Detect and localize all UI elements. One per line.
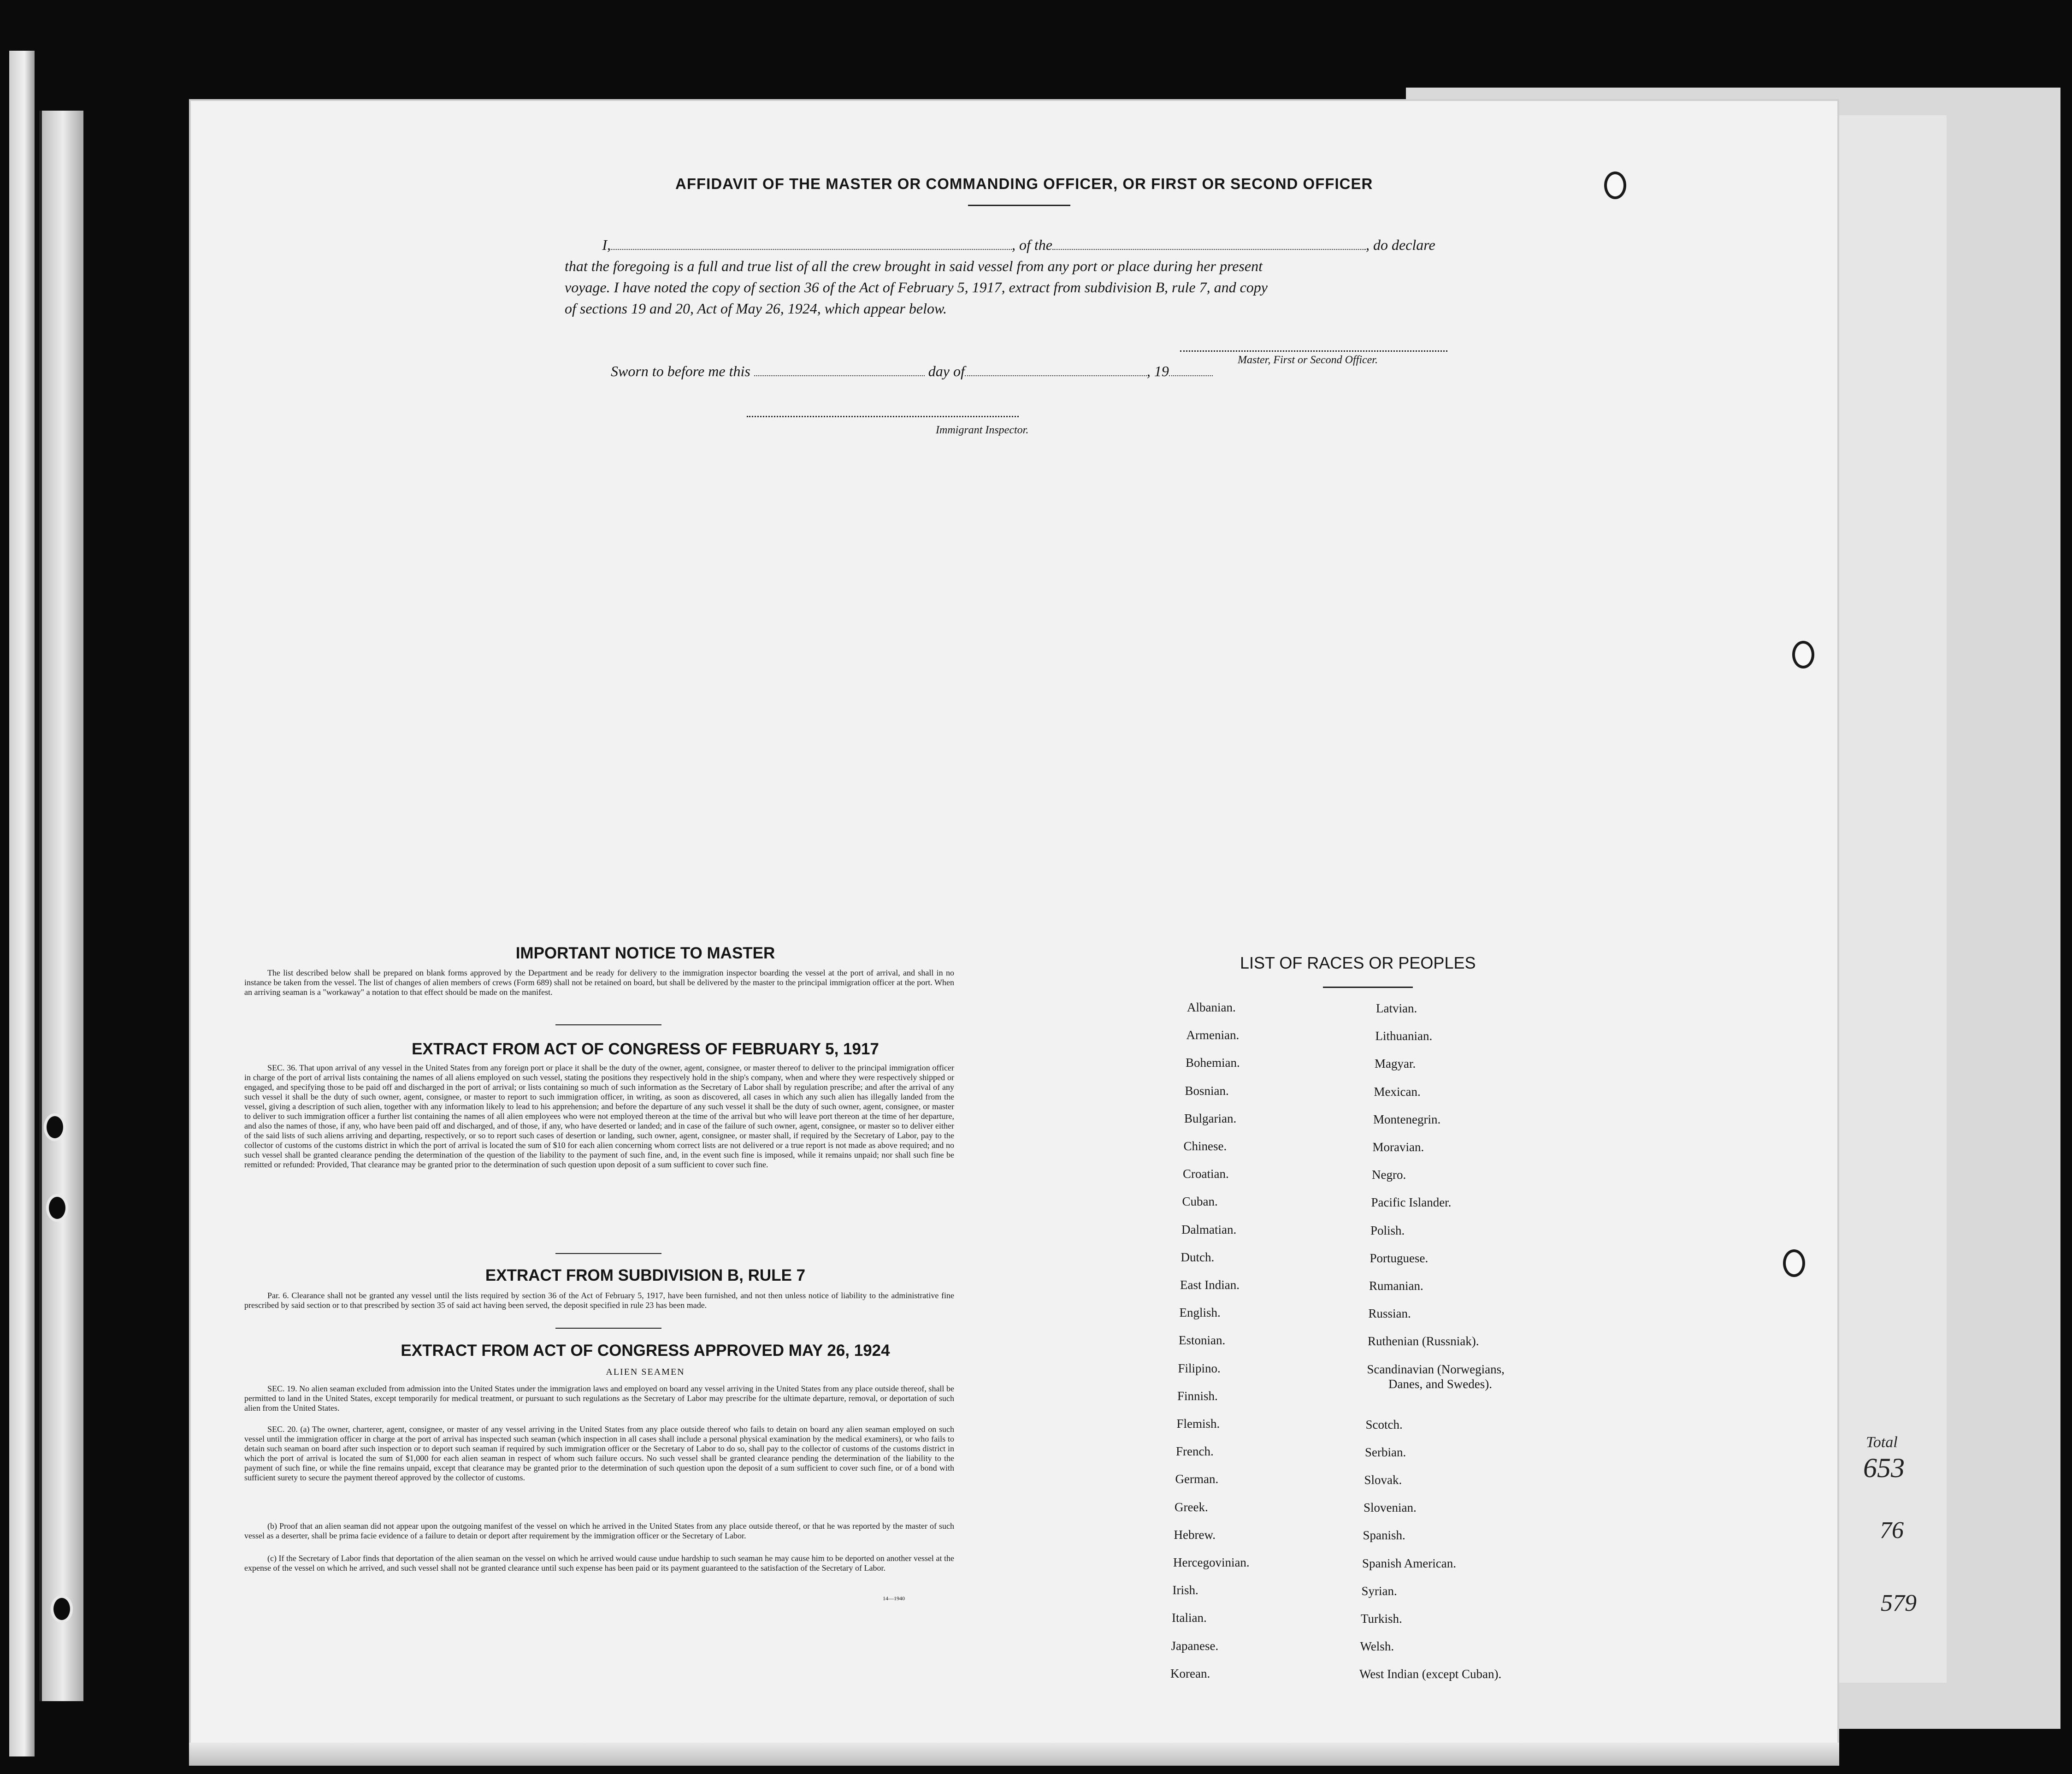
race-item: Syrian. <box>1361 1584 1397 1598</box>
race-item: Latvian. <box>1376 1001 1417 1015</box>
race-item: Greek. <box>1175 1500 1208 1514</box>
sec-20c-body: (c) If the Secretary of Labor finds that deportation of the alien seaman on the vessel on which he arrived would cause undue hardship to such seaman he may cause him to be deported on another vessel at the expense of the vessel on which he arrived, and such vessel shall not be granted clearance until such expense has been paid or its payment guaranteed to the satisfaction of the Secretary of Labor. <box>244 1554 954 1573</box>
race-item: Irish. <box>1172 1583 1198 1597</box>
affidavit-line-3: voyage. I have noted the copy of section 36 of the Act of February 5, 1917, extract from subdivision B, rule 7, and copy <box>565 279 1268 296</box>
binding-hole <box>46 1194 68 1222</box>
extract-1924-title: EXTRACT FROM ACT OF CONGRESS APPROVED MAY 26, 1924 <box>401 1342 890 1360</box>
race-item: Hercegovinian. <box>1173 1555 1250 1569</box>
race-item: Finnish. <box>1177 1389 1218 1403</box>
underlying-page-edge <box>39 111 83 1701</box>
form-code: 14—1940 <box>883 1595 905 1602</box>
affidavit-title: AFFIDAVIT OF THE MASTER OR COMMANDING OFFICER, OR FIRST OR SECOND OFFICER <box>675 175 1373 192</box>
affidavit-of-the: , of the <box>1012 237 1052 253</box>
races-title-underline <box>1323 987 1413 988</box>
affidavit-body <box>565 234 1482 319</box>
handwritten-mark: 76 <box>1880 1517 1904 1543</box>
name-blank-field[interactable] <box>611 237 1012 250</box>
notice-title: IMPORTANT NOTICE TO MASTER <box>515 944 775 962</box>
handwritten-total-value: 653 <box>1863 1453 1905 1483</box>
affidavit-line-4: of sections 19 and 20, Act of May 26, 1924, which appear below. <box>565 300 947 317</box>
sworn-line <box>611 363 1213 380</box>
extract-1917-body: SEC. 36. That upon arrival of any vessel in the United States from any foreign port or place it shall be the duty of the owner, agent, consignee, or master thereof to deliver to the principal immigration officer in charge of the port of arrival lists containing the names of all aliens employed on such vessel, stating the positions they respectively hold in the ship's company, when and where they were respectively shipped or engaged, and specifying those to be paid off and discharged in the port of arrival; or lists containing so much of such information as the Secretary of Labor shall by regulation prescribe; and after the arrival of any such vessel it shall be the duty of such owner, agent, consignee, or master to report to such immigration officer, in writing, as soon as discovered, all cases in which any such alien has illegally landed from the vessel, giving a description of such alien, together with any information likely to lead to his apprehension; and before the departure of any such vessel it shall be the duty of such owner, agent, consignee, or master to deliver to such immigration officer a further list containing the names of all alien employees who were not employed thereon at the time of the arrival but who will leave port thereon at the time of her departure, and also the names of those, if any, who have been paid off and discharged, and of those, if any, who have deserted or landed; and in case of the failure of such owner, agent, consignee, or master so to deliver either of the said lists of such aliens arriving and departing, respectively, or so to report such cases of desertion or landing, such owner, agent, consignee, or master shall, if required by the Secretary of Labor, pay to the collector of customs of the customs district in which the port of arrival is located the sum of $10 for each alien concerning whom correct lists are not delivered or a true report is not made as above required; and no such vessel shall be granted clearance pending the determination of the question of the liability to the payment of such fine, and, in the event such fine is imposed, while it remains unpaid; nor shall such fine be remitted or refunded: Provided, That clearance may be granted prior to the determination of such question upon deposit of a sum sufficient to cover such fine. <box>244 1063 954 1169</box>
race-item: German. <box>1175 1472 1219 1486</box>
master-caption: Master, First or Second Officer. <box>1238 354 1378 366</box>
race-item: Turkish. <box>1361 1612 1402 1626</box>
binding-hole <box>1792 641 1814 668</box>
race-item: Spanish American. <box>1362 1556 1456 1570</box>
title-underline <box>968 205 1070 206</box>
sec-20a-body: SEC. 20. (a) The owner, charterer, agent, consignee, or master of any vessel arriving in the United States from any place outside thereof who fails to detain on board any alien seaman employed on such vessel until the immigration officer in charge at the port of arrival has inspected such seaman (which inspection in all cases shall include a personal physical examination by the medical examiners), or who fails to detain such seaman on board after such inspection or to deport such seaman if required by such immigration officer or the Secretary of Labor to do so, shall pay to the collector of customs of the customs district in which the port of arrival is located the sum of $1,000 for each alien seaman in respect of whom such failure occurs. No such vessel shall be granted clearance pending the determination of the liability to the payment of such fine, or while the fine remains unpaid, except that clearance may be granted prior to the determination of such question upon the deposit of a sum sufficient to cover such fine, or of a bond with sufficient surety to secure the payment thereof approved by the collector of customs. <box>244 1425 954 1482</box>
race-item: Polish. <box>1370 1223 1405 1237</box>
race-item: Flemish. <box>1176 1417 1220 1431</box>
document-page <box>189 99 1839 1766</box>
race-item: Dutch. <box>1181 1250 1215 1264</box>
master-signature-line[interactable] <box>1180 350 1447 352</box>
affidavit-pronoun: I, <box>602 237 611 253</box>
binding-hole <box>1783 1249 1805 1277</box>
race-item: Estonian. <box>1179 1333 1226 1348</box>
race-item: Korean. <box>1170 1666 1210 1680</box>
sworn-day-blank[interactable] <box>754 363 925 376</box>
sec-20b-body: (b) Proof that an alien seaman did not appear upon the outgoing manifest of the vessel on which he arrived in the United States from any place outside thereof, or that he was reported by the master of such vessel as a deserter, shall be prima facie evidence of a failure to detain or deport after requirement by the immigration officer or the Secretary of Labor. <box>244 1521 954 1540</box>
race-item: Hebrew. <box>1174 1527 1216 1542</box>
affidavit-line-1 <box>565 234 1482 255</box>
race-item: Moravian. <box>1372 1140 1424 1154</box>
race-item: French. <box>1176 1444 1214 1459</box>
race-item: Italian. <box>1172 1611 1207 1625</box>
affidavit-do-declare: , do declare <box>1365 237 1435 253</box>
section-rule <box>555 1328 661 1329</box>
inspector-signature-line[interactable] <box>747 416 1019 417</box>
notice-body: The list described below shall be prepared on blank forms approved by the Department and be ready for delivery to the immigration inspector boarding the vessel at the port of arrival, and shall in no instance be taken from the vessel. The list of changes of alien members of crews (Form 689) shall not be retained on board, but shall be delivered by the master to the principal immigration officer at the port. When an arriving seaman is a "workaway" a notation to that effect should be made on the manifest. <box>244 968 954 997</box>
race-item: Slovenian. <box>1364 1501 1417 1515</box>
scanner-edge <box>9 51 35 1756</box>
page-bottom-edge <box>189 1743 1839 1766</box>
race-item: Scotch. <box>1365 1417 1403 1431</box>
race-item: Portuguese. <box>1370 1251 1429 1265</box>
race-item: East Indian. <box>1180 1278 1240 1292</box>
vessel-blank-field[interactable] <box>1052 237 1366 250</box>
race-item: Filipino. <box>1178 1361 1221 1375</box>
extract-1917-title: EXTRACT FROM ACT OF CONGRESS OF FEBRUARY 5, 1917 <box>412 1040 879 1058</box>
races-title: LIST OF RACES OR PEOPLES <box>1240 953 1476 972</box>
race-item: Bohemian. <box>1186 1056 1240 1070</box>
race-item: English. <box>1179 1306 1221 1320</box>
race-item: Magyar. <box>1375 1057 1416 1071</box>
race-item: Armenian. <box>1186 1028 1240 1042</box>
race-item: Welsh. <box>1360 1639 1394 1654</box>
race-item: Rumanian. <box>1369 1279 1423 1293</box>
inspector-caption: Immigrant Inspector. <box>936 424 1029 436</box>
binding-hole <box>1604 171 1626 199</box>
race-item: Negro. <box>1372 1168 1406 1182</box>
race-item: Japanese. <box>1171 1638 1219 1653</box>
race-item: West Indian (except Cuban). <box>1359 1667 1502 1681</box>
race-item: Mexican. <box>1374 1084 1421 1099</box>
sworn-text: Sworn to before me this <box>611 363 750 379</box>
race-item: Russian. <box>1368 1307 1411 1321</box>
race-item: Ruthenian (Russniak). <box>1368 1334 1479 1348</box>
race-item: Serbian. <box>1365 1445 1406 1459</box>
race-item: Montenegrin. <box>1373 1112 1441 1126</box>
affidavit-line-2: that the foregoing is a full and true list of all the crew brought in said vessel from any port or place during her present <box>565 258 1263 274</box>
handwritten-mark: 579 <box>1881 1590 1917 1616</box>
race-item: Chinese. <box>1183 1139 1227 1153</box>
race-item: Scandinavian (Norwegians, <box>1367 1362 1505 1376</box>
sworn-year-prefix: , 19 <box>1146 363 1169 379</box>
section-rule <box>555 1253 661 1254</box>
race-item: Dalmatian. <box>1181 1222 1237 1236</box>
sworn-month-blank[interactable] <box>965 363 1147 376</box>
sec-19-body: SEC. 19. No alien seaman excluded from admission into the United States under the immigration laws and employed on board any vessel arriving in the United States from any place outside thereof, shall be permitted to land in the United States, except temporarily for medical treatment, or pursuant to such regulations as the Secretary of Labor may prescribe for the ultimate departure, removal, or deportation of such alien from the United States. <box>244 1384 954 1413</box>
race-item: Pacific Islander. <box>1371 1195 1452 1210</box>
sworn-year-blank[interactable] <box>1169 363 1213 376</box>
race-item: Cuban. <box>1182 1194 1218 1209</box>
race-item: Albanian. <box>1187 1000 1236 1014</box>
race-item: Danes, and Swedes). <box>1388 1377 1492 1391</box>
race-item: Slovak. <box>1364 1473 1402 1487</box>
subdivision-b-body: Par. 6. Clearance shall not be granted any vessel until the lists required by section 36 of the Act of February 5, 1917, have been furnished, and not then unless notice of liability to the administrative fine prescribed by said section or to that prescribed by section 35 of said act having been served, the deposit specified in rule 23 has been made. <box>244 1291 954 1310</box>
race-item: Bosnian. <box>1185 1083 1229 1098</box>
subdivision-b-title: EXTRACT FROM SUBDIVISION B, RULE 7 <box>485 1266 806 1284</box>
race-item: Spanish. <box>1363 1528 1405 1543</box>
section-rule <box>555 1024 661 1025</box>
race-item: Bulgarian. <box>1184 1111 1237 1125</box>
alien-seamen-subtitle: ALIEN SEAMEN <box>606 1367 685 1377</box>
binding-hole <box>51 1595 73 1623</box>
race-item: Lithuanian. <box>1375 1029 1433 1043</box>
race-item: Croatian. <box>1183 1167 1229 1181</box>
handwritten-total-label: Total <box>1866 1434 1898 1451</box>
binding-hole <box>44 1113 66 1141</box>
sworn-day-of: day of <box>928 363 965 379</box>
